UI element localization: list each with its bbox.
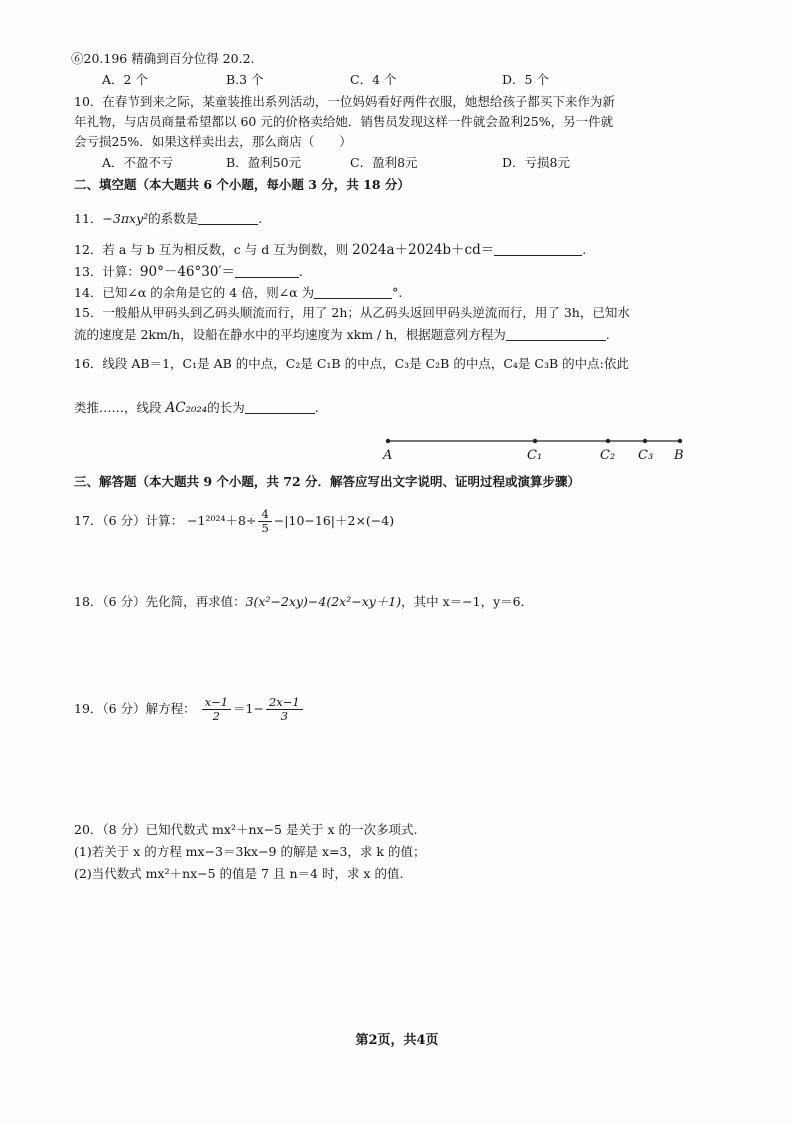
page-footer: 第2页，共4页 (355, 1033, 439, 1048)
q10-option-b: B．盈利50元 (226, 155, 302, 170)
q15-line1: 15．一般船从甲码头到乙码头顺流而行，用了 2h；从乙码头返回甲码头逆流而行，用了 3h，已知水 (74, 305, 630, 320)
q16-line2 (74, 400, 319, 416)
q15-text: 流的速度是 2km/h，设船在静水中的平均速度为 xkm / h，根据题意列方程为 (74, 327, 506, 342)
point-c3 (643, 439, 647, 443)
q17-expression-b: −|10−16|＋2×(−4) (273, 513, 395, 528)
q10-line3: 会亏损25%．如果这样卖出去，那么商店（ ） (74, 134, 352, 149)
q20-line3: (2)当代数式 mx²＋nx−5 的值是 7 且 n＝4 时，求 x 的值. (74, 866, 404, 881)
q9-option-b: B.3 个 (226, 72, 264, 87)
question-11 (74, 211, 262, 227)
q17-text: 17．（6 分）计算： (74, 513, 184, 528)
question-12 (74, 242, 586, 258)
q9-option-a: A．2 个 (102, 72, 148, 87)
q11-number: 11． (74, 211, 103, 226)
point-b (678, 439, 682, 443)
q13-answer-blank[interactable] (235, 265, 299, 278)
q13-end: . (299, 264, 303, 279)
point-c2 (606, 439, 610, 443)
q19-frac1-numerator: x−1 (202, 696, 231, 710)
label-b: B (674, 448, 684, 463)
q16-text-post: 的长为 (207, 400, 245, 415)
q11-answer-blank[interactable] (198, 212, 258, 225)
q17-expression-a: −1²⁰²⁴＋8÷ (187, 513, 257, 528)
q16-text-pre: 类推……，线段 (74, 400, 166, 415)
q10-option-c: C．盈利8元 (350, 155, 418, 170)
label-a: A (383, 448, 393, 463)
q13-text: 13．计算： (74, 264, 140, 279)
q16-expression: AC₂₀₂₄ (165, 400, 208, 416)
q17-fraction (258, 508, 271, 535)
q18-expression: 3(x²−2xy)−4(2x²−xy＋1) (245, 594, 402, 609)
label-c2: C₂ (600, 448, 616, 463)
q11-end: . (258, 211, 263, 226)
q19-frac2-numerator: 2x−1 (266, 696, 303, 710)
question-18 (74, 594, 533, 610)
question-17 (74, 506, 394, 536)
q9-option-d: D．5 个 (502, 72, 549, 87)
q14-answer-blank[interactable] (314, 286, 392, 299)
q14-text: 14．已知∠α 的余角是它的 4 倍，则∠α 为 (74, 285, 315, 300)
q15-answer-blank[interactable] (506, 328, 606, 341)
q16-end: . (314, 400, 319, 415)
q16-line1: 16．线段 AB＝1，C₁是 AB 的中点，C₂是 C₁B 的中点，C₃是 C₂B 的中点，C₄是 C₃B 的中点:依此 (74, 356, 629, 371)
q15-end: . (605, 327, 610, 342)
q11-expression: −3πxy² (102, 211, 149, 226)
q16-answer-blank[interactable] (245, 401, 315, 414)
q19-equals: ＝1− (233, 701, 264, 716)
q9-option-c: C．4 个 (350, 72, 397, 87)
q12-end: . (582, 242, 587, 257)
q19-frac1-denominator: 2 (212, 709, 220, 723)
q17-frac-denominator: 5 (261, 521, 269, 535)
q12-text: 12．若 a 与 b 互为相反数，c 与 d 互为倒数，则 (74, 242, 353, 257)
q12-answer-blank[interactable] (494, 243, 582, 256)
q18-text: 18．（6 分）先化简，再求值： (74, 594, 246, 609)
q19-text: 19．（6 分）解方程： (74, 701, 196, 716)
point-c1 (533, 439, 537, 443)
q14-end: °. (392, 285, 403, 300)
q20-line2: (1)若关于 x 的方程 mx−3＝3kx−9 的解是 x=3，求 k 的值； (74, 844, 426, 859)
q10-option-d: D．亏损8元 (502, 155, 570, 170)
section2-title: 二、填空题（本大题共 6 个小题，每小题 3 分，共 18 分） (74, 177, 410, 192)
q10-option-a: A．不盈不亏 (102, 155, 174, 170)
question-14 (74, 285, 402, 301)
q19-frac2-denominator: 3 (280, 709, 289, 723)
q10-line2: 年礼物，与店员商量希望都以 60 元的价格卖给她．销售员发现这样一件就会盈利25%，另一件就 (74, 114, 614, 129)
q11-text: 的系数是 (148, 211, 199, 226)
q15-line2 (74, 327, 610, 343)
segment-diagram (370, 430, 700, 466)
q13-expression: 90°－46°30′＝ (139, 264, 236, 280)
remark-line: ⑥20.196 精确到百分位得 20.2. (71, 51, 255, 66)
q18-condition: ，其中 x＝−1，y＝6． (401, 594, 534, 609)
question-13 (74, 264, 303, 280)
label-c3: C₃ (638, 448, 654, 463)
q19-fraction-right (266, 696, 303, 723)
q10-line1: 10．在春节到来之际，某童装推出系列活动，一位妈妈看好两件衣服，她想给孩子都买下来作为新 (74, 94, 615, 109)
question-19 (74, 694, 305, 724)
section3-title: 三、解答题（本大题共 9 个小题，共 72 分．解答应写出文字说明、证明过程或演算步骤） (74, 474, 581, 489)
q17-frac-numerator: 4 (258, 508, 271, 522)
q12-expression: 2024a＋2024b＋cd＝ (352, 242, 495, 258)
label-c1: C₁ (527, 448, 543, 463)
q20-line1: 20．（8 分）已知代数式 mx²＋nx−5 是关于 x 的一次多项式. (74, 822, 418, 837)
q19-fraction-left (202, 696, 231, 723)
point-a (386, 439, 390, 443)
